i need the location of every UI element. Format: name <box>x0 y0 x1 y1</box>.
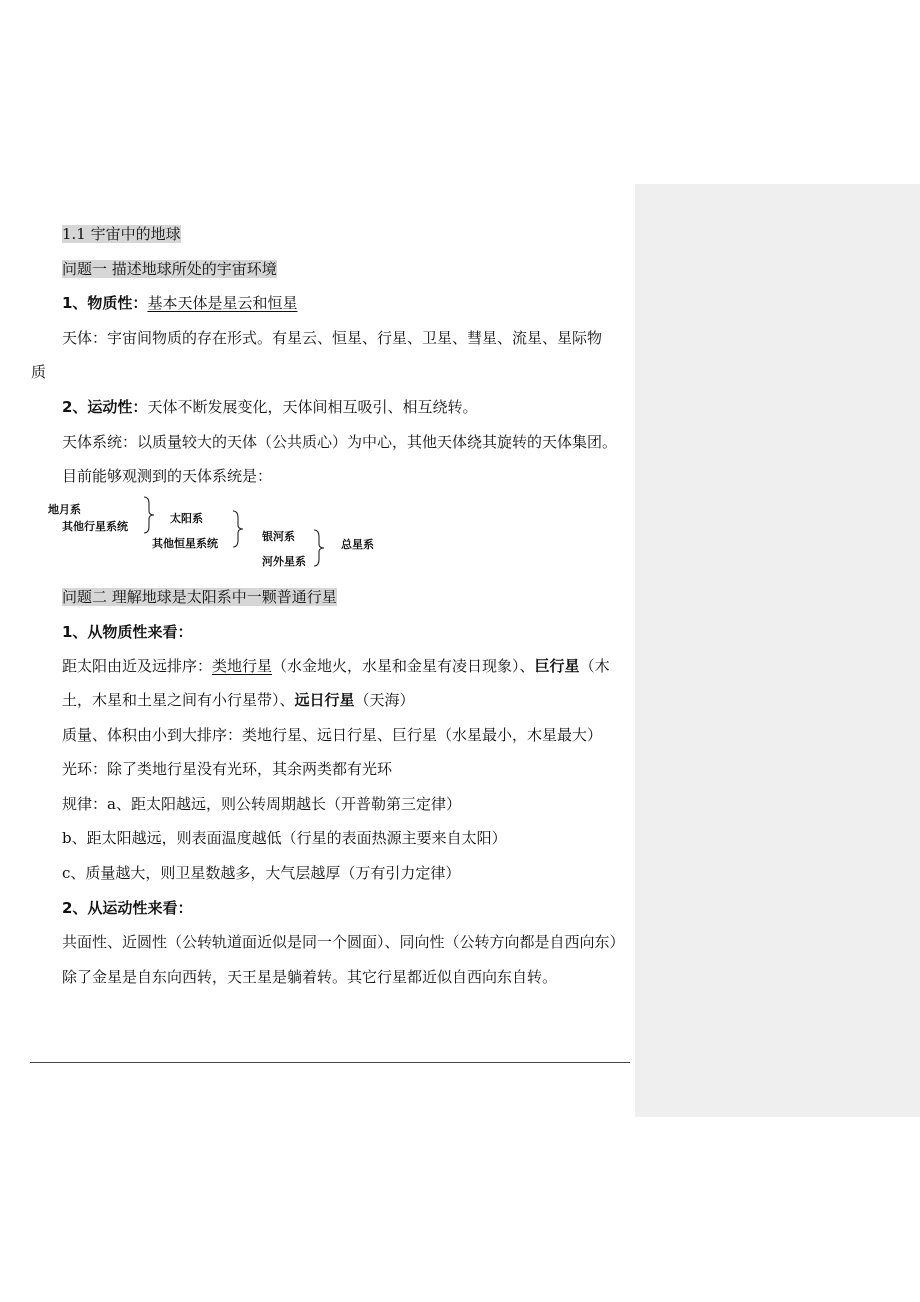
rotation-paragraph: 除了金星是自东向西转，天王星是躺着转。其它行星都近似自西向东自转。 <box>62 968 558 986</box>
materiality-paragraph: 1、物质性：基本天体是星云和恒星 <box>62 294 298 312</box>
other-planet-systems-label: 其他行星系统 <box>62 520 128 533</box>
rings-paragraph: 光环：除了类地行星没有光环，其余两类都有光环 <box>62 760 393 778</box>
extragalactic-label: 河外星系 <box>262 555 306 568</box>
mass-order-paragraph: 质量、体积由小到大排序：类地行星、远日行星、巨行星（水星最小，木星最大） <box>62 726 603 744</box>
other-star-systems-label: 其他恒星系统 <box>152 537 218 550</box>
earth-moon-system-label: 地月系 <box>48 503 81 516</box>
milky-way-label: 银河系 <box>262 530 295 543</box>
celestial-body-definition: 天体：宇宙间物质的存在形式。有星云、恒星、行星、卫星、彗星、流星、星际物 <box>62 329 603 347</box>
question-two-title: 问题二 理解地球是太阳系中一颗普通行星 <box>62 588 337 606</box>
rule-c-paragraph: c、质量越大，则卫星数越多，大气层越厚（万有引力定律） <box>62 864 461 882</box>
material-view-heading: 1、从物质性来看： <box>62 623 193 641</box>
planet-order-paragraph-cont: 土，木星和土星之间有小行星带）、远日行星（天海） <box>62 691 415 709</box>
solar-system-label: 太阳系 <box>170 512 203 525</box>
planet-order-paragraph: 距太阳由近及远排序：类地行星（水金地火，水星和金星有凌日现象）、巨行星（木 <box>62 657 610 675</box>
orbit-features-paragraph: 共面性、近圆性（公转轨道面近似是同一个圆面）、同向性（公转方向都是自西向东） <box>62 933 625 951</box>
universe-label: 总星系 <box>341 538 374 551</box>
brace-icon <box>311 529 327 567</box>
rule-a-paragraph: 规律：a、距太阳越远，则公转周期越长（开普勒第三定律） <box>62 795 461 813</box>
motion-view-heading: 2、从运动性来看： <box>62 899 193 917</box>
section-title: 1.1 宇宙中的地球 <box>62 225 181 243</box>
rule-b-paragraph: b、距太阳越远，则表面温度越低（行星的表面热源主要来自太阳） <box>62 829 507 847</box>
motion-paragraph: 2、运动性：天体不断发展变化，天体间相互吸引、相互绕转。 <box>62 398 478 416</box>
observable-systems-intro: 目前能够观测到的天体系统是： <box>62 467 273 485</box>
celestial-system-hierarchy-diagram <box>0 492 635 572</box>
brace-icon <box>230 510 246 548</box>
footer-divider <box>30 1062 630 1063</box>
celestial-body-definition-cont: 质 <box>31 363 47 381</box>
comment-pane <box>635 184 920 1117</box>
question-one-title: 问题一 描述地球所处的宇宙环境 <box>62 260 277 278</box>
celestial-system-definition: 天体系统：以质量较大的天体（公共质心）为中心，其他天体绕其旋转的天体集团。 <box>62 433 618 451</box>
brace-icon <box>141 496 157 534</box>
